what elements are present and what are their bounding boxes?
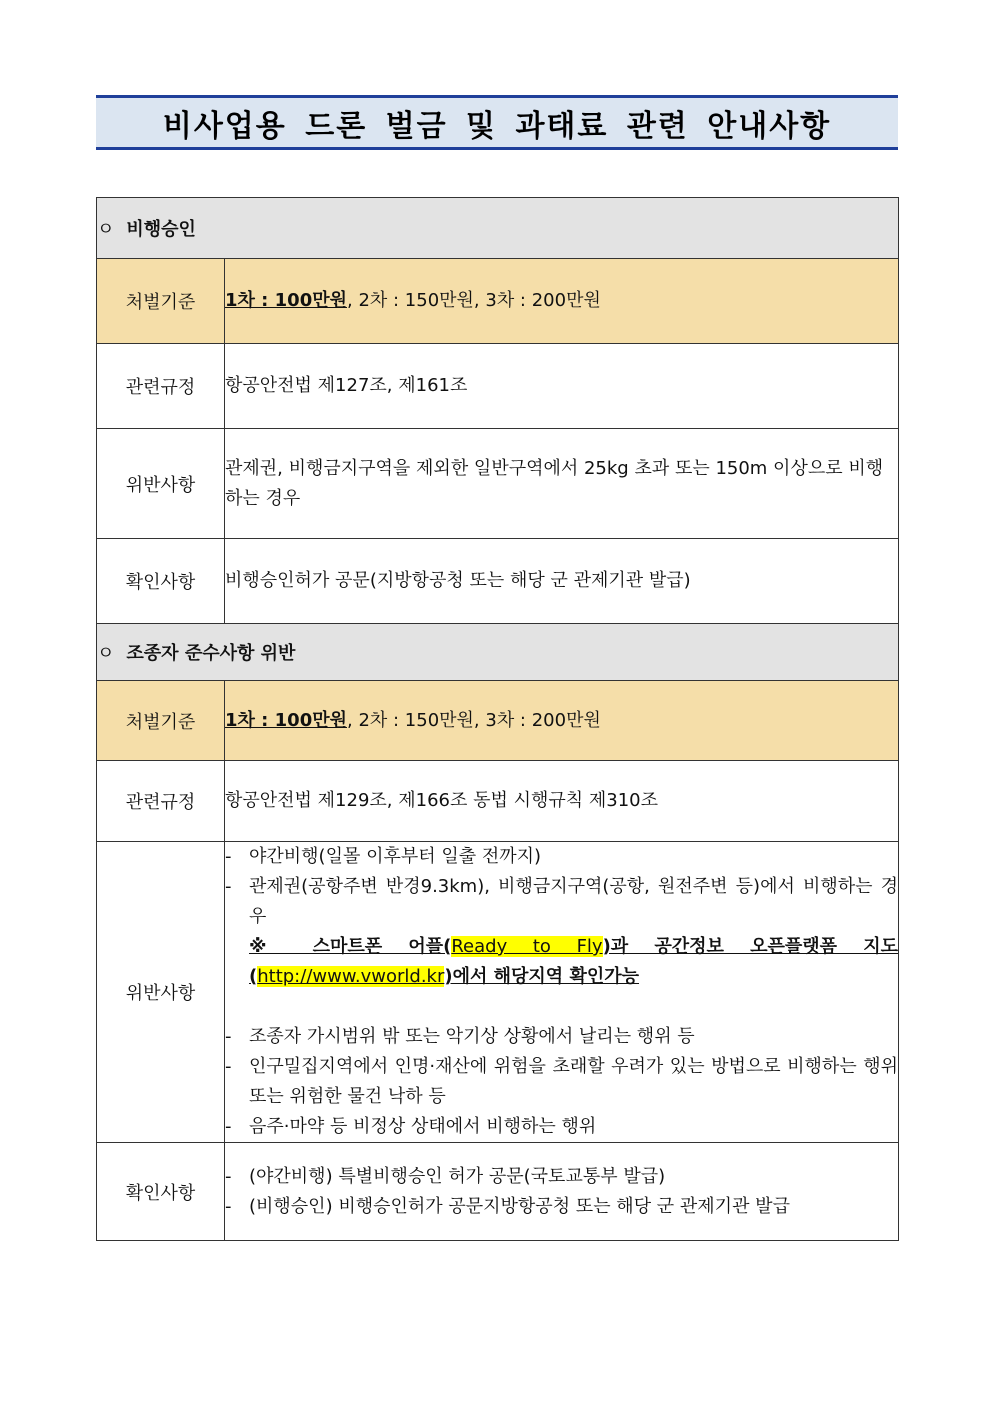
- spacer: [225, 992, 898, 1022]
- row-label: 처벌기준: [97, 259, 225, 344]
- section-header: [97, 624, 899, 681]
- page-title: 비사업용 드론 벌금 및 과태료 관련 안내사항: [162, 108, 832, 144]
- first-penalty: 1차 : 100만원: [225, 290, 347, 311]
- check-row: [97, 1143, 899, 1241]
- list-item: - (비행승인) 비행승인허가 공문지방항공청 또는 해당 군 관제기관 발급: [225, 1195, 790, 1217]
- list-item: - 인구밀집지역에서 인명·재산에 위험을 초래할 우려가 있는 방법으로 비행하는 행위 또는 위험한 물건 낙하 등: [225, 1056, 898, 1107]
- check-row: [97, 539, 899, 624]
- regulation-row: [97, 761, 899, 842]
- violation-row: [97, 842, 899, 1143]
- row-label: 확인사항: [97, 539, 225, 624]
- row-label: 위반사항: [97, 429, 225, 539]
- app-name-highlight: Ready to Fly: [451, 936, 603, 957]
- other-penalties: , 2차 : 150만원, 3차 : 200만원: [347, 290, 601, 311]
- vworld-link[interactable]: http://www.vworld.kr: [257, 966, 445, 987]
- row-label: 위반사항: [97, 842, 225, 1143]
- violation-list: [225, 842, 899, 1143]
- check-list: [225, 1143, 899, 1241]
- row-label: 관련규정: [97, 344, 225, 429]
- penalty-value: [225, 681, 899, 761]
- penalty-row: [97, 259, 899, 344]
- check-value: 비행승인허가 공문(지방항공청 또는 해당 군 관제기관 발급): [225, 539, 899, 624]
- regulation-value: 항공안전법 제129조, 제166조 동법 시행규칙 제310조: [225, 761, 899, 842]
- bullet-marker: ㅇ: [97, 643, 115, 664]
- section-header-row: [97, 198, 899, 259]
- section-header: [97, 198, 899, 259]
- list-item: - 조종자 가시범위 밖 또는 악기상 상황에서 날리는 행위 등: [225, 1026, 695, 1047]
- list-item: - 야간비행(일몰 이후부터 일출 전까지): [225, 846, 542, 867]
- row-label: 처벌기준: [97, 681, 225, 761]
- info-table: [96, 197, 899, 1241]
- title-banner: [96, 95, 898, 150]
- section-header-row: [97, 624, 899, 681]
- row-label: 관련규정: [97, 761, 225, 842]
- regulation-row: [97, 344, 899, 429]
- list-item: - 관제권(공항주변 반경9.3km), 비행금지구역(공항, 원전주변 등)에서 비행하는 경우: [225, 876, 898, 927]
- list-item: - (야간비행) 특별비행승인 허가 공문(국토교통부 발급): [225, 1165, 666, 1187]
- penalty-row: [97, 681, 899, 761]
- penalty-value: [225, 259, 899, 344]
- regulation-value: 항공안전법 제127조, 제161조: [225, 344, 899, 429]
- row-label: 확인사항: [97, 1143, 225, 1241]
- other-penalties: , 2차 : 150만원, 3차 : 200만원: [347, 709, 601, 731]
- section-title: 비행승인: [126, 219, 196, 240]
- list-item: - 음주·마약 등 비정상 상태에서 비행하는 행위: [225, 1116, 597, 1137]
- violation-row: [97, 429, 899, 539]
- violation-value: 관제권, 비행금지구역을 제외한 일반구역에서 25kg 초과 또는 150m 이상으로 비행하는 경우: [225, 429, 899, 539]
- app-note: ※ 스마트폰 어플(Ready to Fly)과 공간정보 오픈플랫폼 지도 (http://www.vworld.kr)에서 해당지역 확인가능: [249, 936, 899, 987]
- bullet-marker: ㅇ: [97, 219, 115, 240]
- first-penalty: 1차 : 100만원: [225, 709, 347, 731]
- section-title: 조종자 준수사항 위반: [126, 643, 296, 664]
